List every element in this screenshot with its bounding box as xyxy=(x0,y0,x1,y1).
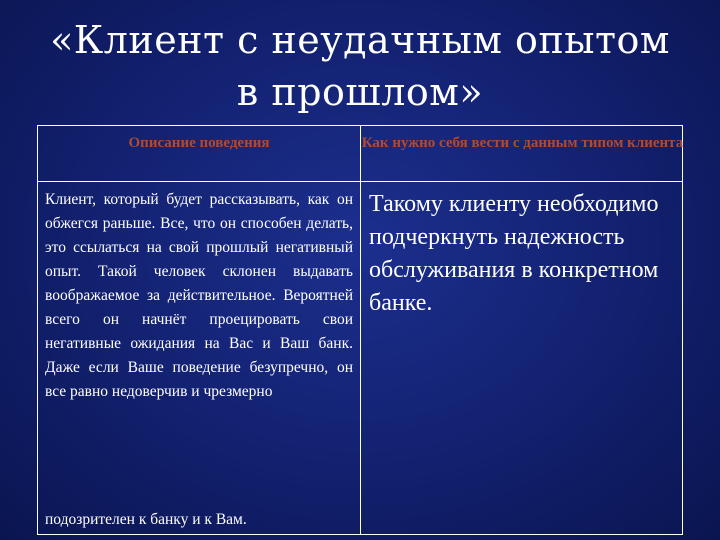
slide-title: «Клиент с неудачным опытом в прошлом» xyxy=(50,18,670,114)
action-recommendation: Такому клиенту необходимо подчеркнуть надежность обслуживания в конкретном банке. xyxy=(369,191,659,316)
header-action: Как нужно себя вести с данным типом клиента xyxy=(361,135,684,151)
column-divider xyxy=(360,126,361,534)
header-behavior: Описание поведения xyxy=(128,135,270,151)
behavior-description: Клиент, который будет рассказывать, как он обжегся раньше. Все, что он способен делать, это ссылаться на свой прошлый негативный опыт. Такой человек склонен выдавать воображаемое за действительное. Вероятней всего он начнёт проецировать свои негативные ожидания на Вас и Ваш банк. Даже если Ваше поведение безупречно, он все равно недоверчив и чрезмерно xyxy=(45,191,353,400)
comparison-table xyxy=(37,125,683,535)
header-divider xyxy=(38,181,682,182)
behavior-description-tail: подозрителен к банку и к Вам. xyxy=(45,511,247,528)
